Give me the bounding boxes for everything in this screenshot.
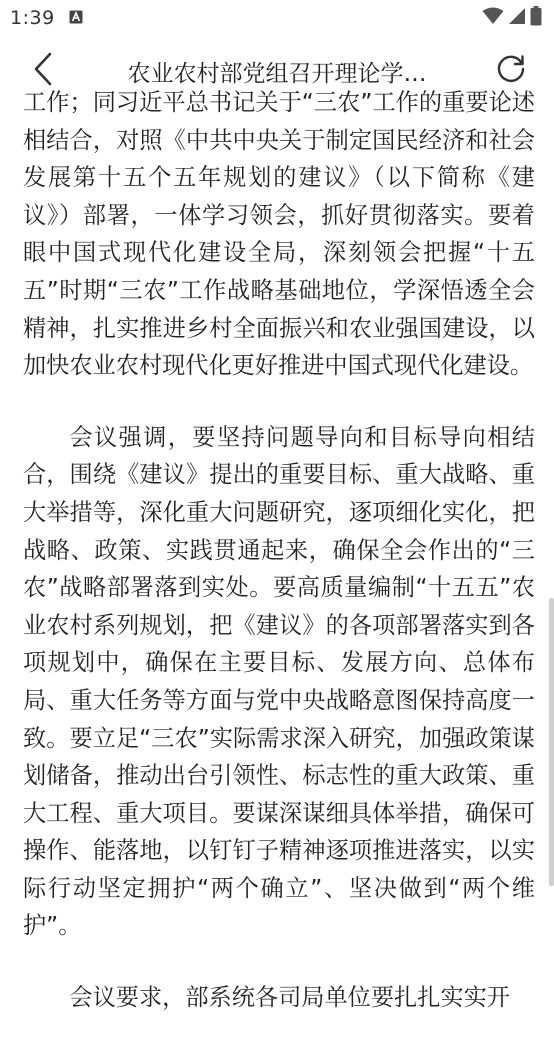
status-time: 1:39 <box>10 7 55 29</box>
scrollbar[interactable] <box>549 598 554 886</box>
battery-icon <box>530 6 542 30</box>
a-badge-icon <box>69 9 83 28</box>
status-left <box>10 7 83 29</box>
status-bar <box>0 0 554 36</box>
status-right <box>482 6 542 30</box>
page-title: 农业农村部党组召开理论学… <box>127 60 427 87</box>
article-paragraph: 会议强调，要坚持问题导向和目标导向相结合，围绕《建议》提出的重要目标、重大战略、重大举措等，深化重大问题研究，逐项细化实化，把战略、政策、实践贯通起来，确保全会作出的“三农”战略部署落到实处。要高质量编制“十五五”农业农村系列规划，把《建议》的各项部署落实到各项规划中，确保在主要目标、发展方向、总体布局、重大任务等方面与党中央战略意图保持高度一致。要立足“三农”实际需求深入研究，加强政策谋划储备，推动出台引领性、标志性的重大政策、重大工程、重大项目。要谋深谋细具体举措，确保可操作、能落地，以钉钉子精神逐项推进落实，以实际行动坚定拥护“两个确立”、坚决做到“两个维护”。 <box>23 423 535 940</box>
article-content[interactable] <box>0 89 554 1012</box>
cellular-signal-icon <box>508 7 526 29</box>
article-body <box>23 84 535 1051</box>
article-paragraph: 工作；同习近平总书记关于“三农”工作的重要论述相结合，对照《中共中央关于制定国民经济和社会发展第十五个五年规划的建议》（以下简称《建议》）部署，一体学习领会，抓好贯彻落实。要着眼中国式现代化建设全局，深刻领会把握“十五五”时期“三农”工作战略基础地位，学深悟透全会精神，扎实推进乡村全面振兴和农业强国建设，以加快农业农村现代化更好推进中国式现代化建设。 <box>23 89 535 380</box>
article-paragraph: 会议要求，部系统各司局单位要扎扎实实开 <box>69 984 510 1012</box>
wifi-icon <box>482 7 504 29</box>
